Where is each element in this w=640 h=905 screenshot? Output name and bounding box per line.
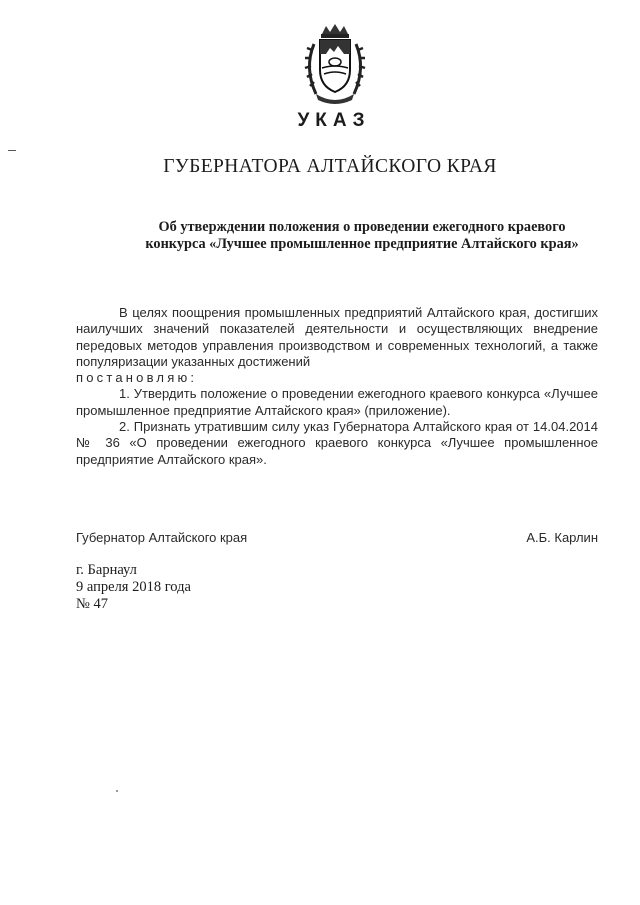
- document-type-title: УКАЗ: [297, 110, 371, 131]
- signatory-position: Губернатор Алтайского края: [76, 530, 248, 545]
- document-body: [76, 305, 598, 468]
- intro-paragraph: В целях поощрения промышленных предприятий Алтайского края, достигших наилучших значений показателей деятельности и осуществляющих внедрение передовых методов управления производством и современных технологий, а также популяризации указанных достижений: [76, 305, 598, 369]
- city: г. Барнаул: [76, 562, 137, 578]
- document-meta: [76, 562, 191, 613]
- item-1-paragraph: 1. Утвердить положение о проведении ежегодного краевого конкурса «Лучшее промышленное предприятие Алтайского края» (приложение).: [76, 386, 598, 418]
- altai-krai-coat-of-arms-icon: [300, 24, 370, 108]
- item-2-paragraph: 2. Признать утратившим силу указ Губернатора Алтайского края от 14.04.2014 № 36 «О проведении ежегодного краевого конкурса «Лучшее промышленное предприятие Алтайского края».: [76, 419, 598, 467]
- decree-word: постановляю:: [76, 370, 198, 386]
- document-number: № 47: [76, 596, 108, 612]
- issuer-title: ГУБЕРНАТОРА АЛТАЙСКОГО КРАЯ: [163, 156, 497, 177]
- subject-line-1: Об утверждении положения о проведении ежегодного краевого: [158, 219, 566, 235]
- scan-speck: [116, 790, 118, 792]
- document-subject: [122, 219, 602, 253]
- margin-mark: [8, 150, 16, 151]
- signatory-name: А.Б. Карлин: [526, 530, 598, 545]
- subject-line-2: конкурса «Лучшее промышленное предприятие Алтайского края»: [145, 236, 579, 252]
- date: 9 апреля 2018 года: [76, 579, 191, 595]
